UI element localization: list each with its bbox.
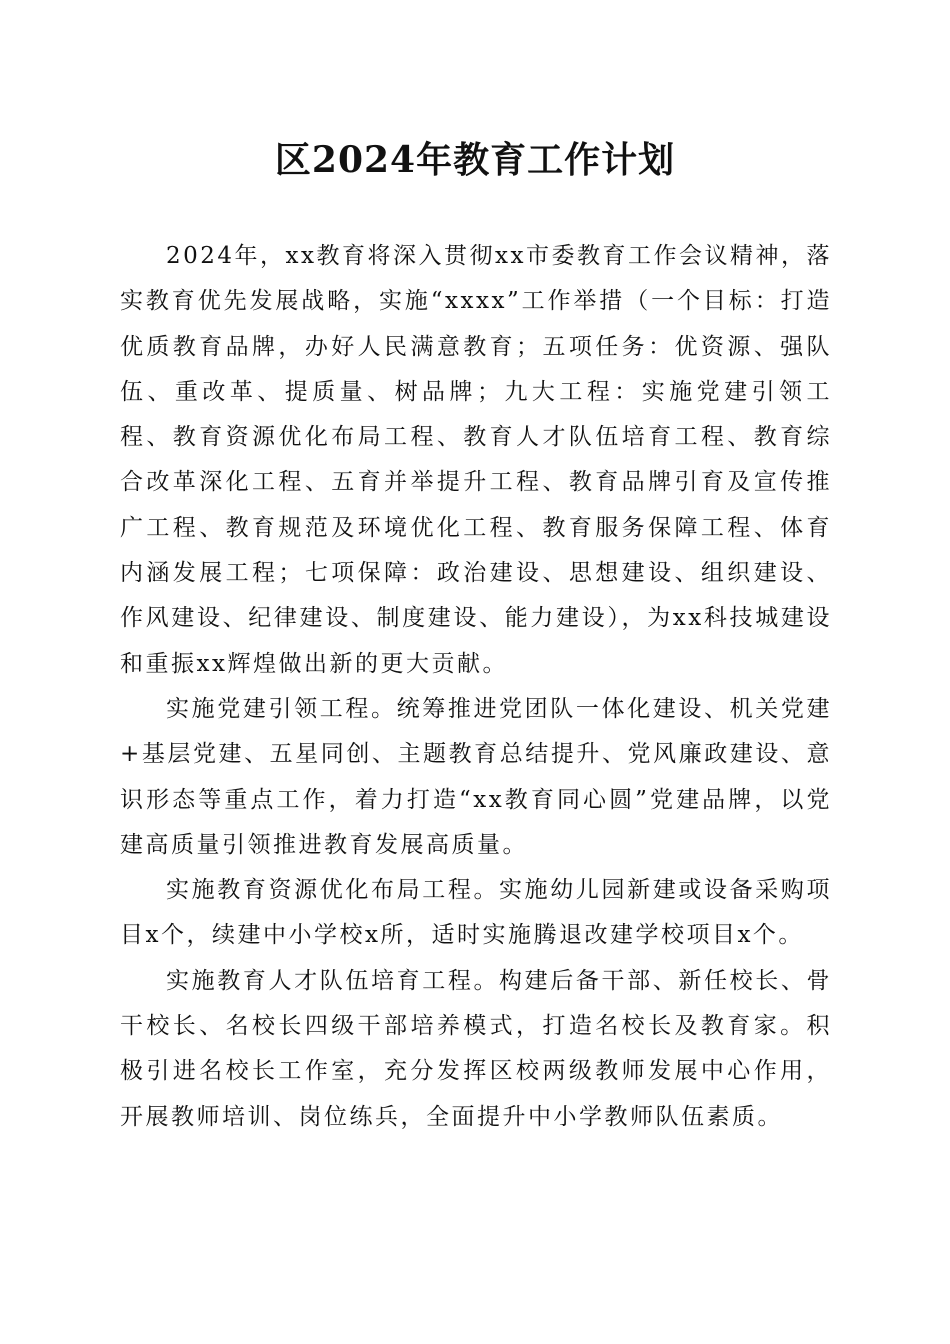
paragraph-resource-layout: 实施教育资源优化布局工程。实施幼儿园新建或设备采购项目x个，续建中小学校x所，适时实施腾退改建学校项目x个。 [120,877,832,949]
document-title: 区2024年教育工作计划 [274,139,676,181]
paragraph-talent-team: 实施教育人才队伍培育工程。构建后备干部、新任校长、骨干校长、名校长四级干部培养模式，打造名校长及教育家。积极引进名校长工作室，充分发挥区校两级教师发展中心作用，开展教师培训、岗位练兵，全面提升中小学教师队伍素质。 [120,967,832,1130]
document-body [120,234,832,1140]
paragraph-intro: 2024年，xx教育将深入贯彻xx市委教育工作会议精神，落实教育优先发展战略，实施“xxxx”工作举措（一个目标：打造优质教育品牌，办好人民满意教育；五项任务：优资源、强队伍、重改革、提质量、树品牌；九大工程：实施党建引领工程、教育资源优化布局工程、教育人才队伍培育工程、教育综合改革深化工程、五育并举提升工程、教育品牌引育及宣传推广工程、教育规范及环境优化工程、教育服务保障工程、体育内涵发展工程；七项保障：政治建设、思想建设、组织建设、作风建设、纪律建设、制度建设、能力建设），为xx科技城建设和重振xx辉煌做出新的更大贡献。 [120,243,832,677]
paragraph-party-building: 实施党建引领工程。统筹推进党团队一体化建设、机关党建+基层党建、五星同创、主题教育总结提升、党风廉政建设、意识形态等重点工作，着力打造“xx教育同心圆”党建品牌，以党建高质量引领推进教育发展高质量。 [120,695,832,858]
